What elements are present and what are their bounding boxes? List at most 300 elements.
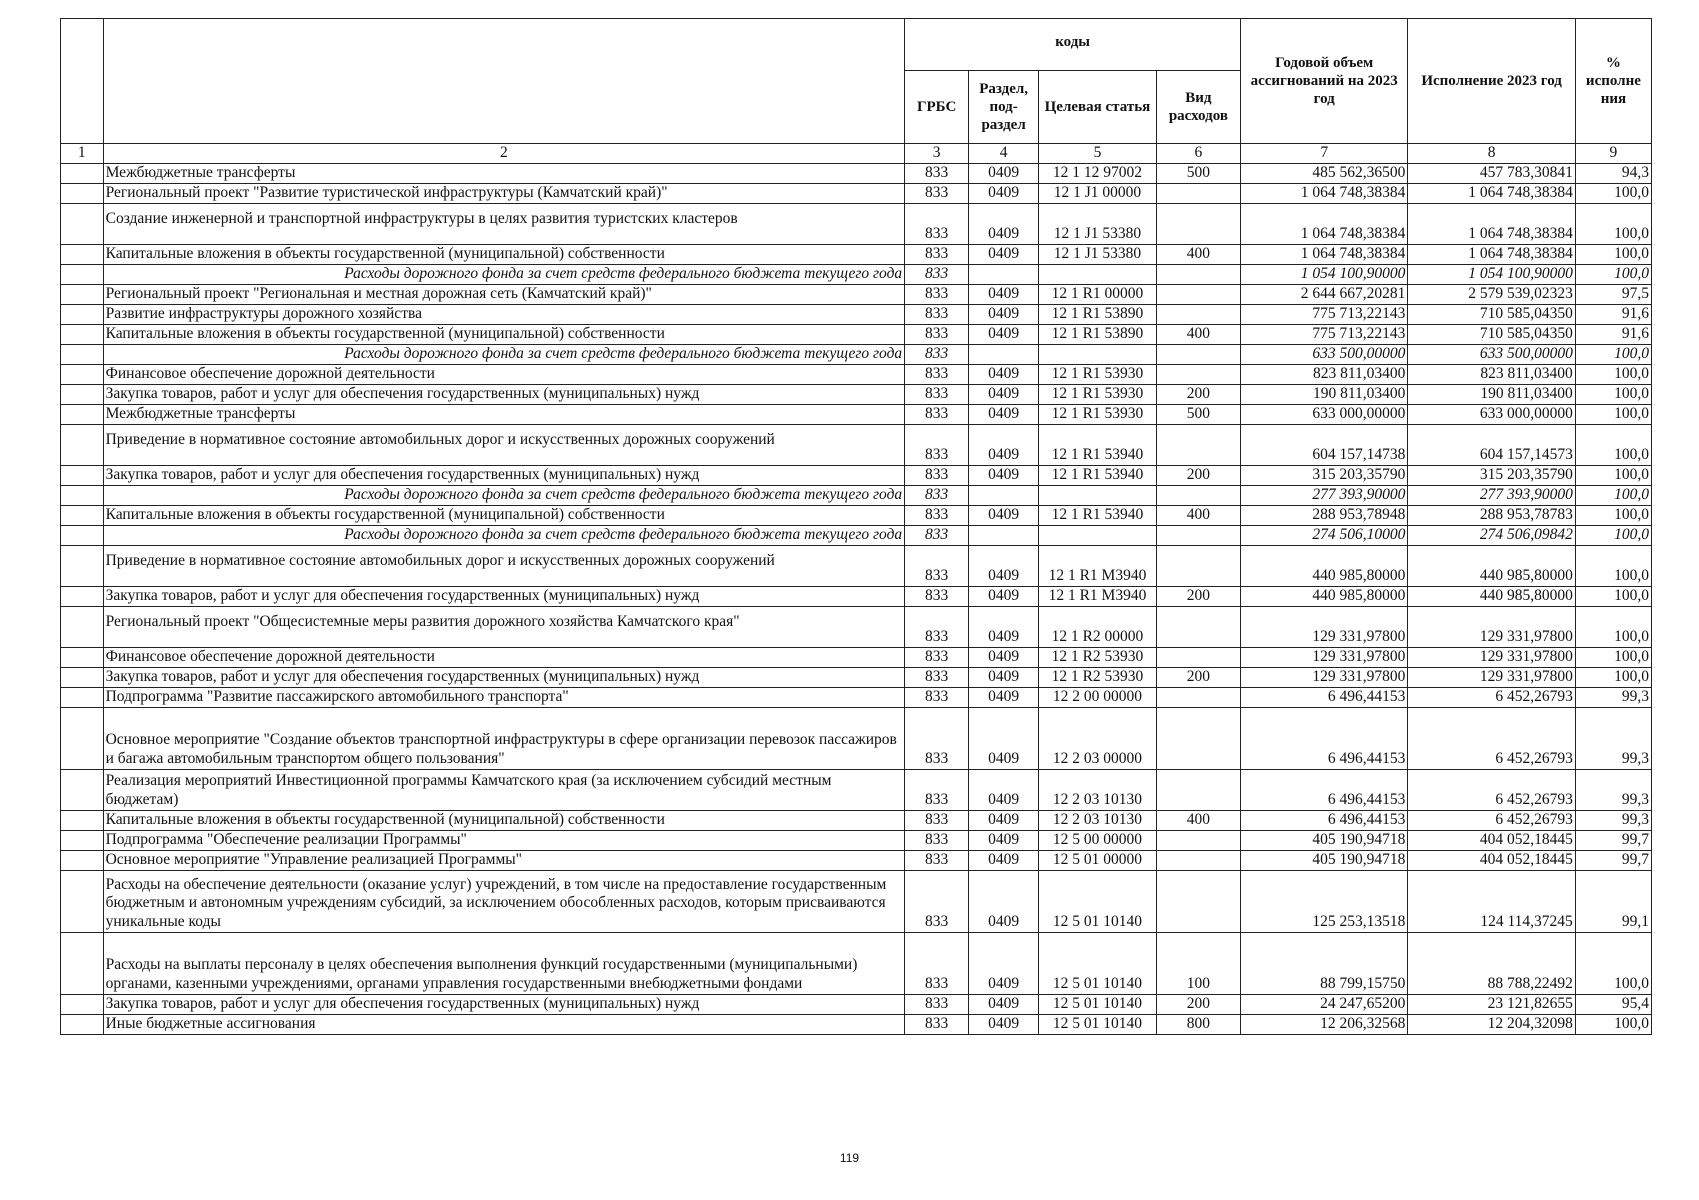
target-code: 12 1 R1 53930 (1039, 364, 1157, 384)
item-name: Приведение в нормативное состояние автомобильных дорог и искусственных дорожных сооружений (103, 545, 905, 586)
annual-amount: 125 253,13518 (1241, 870, 1408, 932)
section-code: 0409 (969, 203, 1039, 244)
section-code: 0409 (969, 244, 1039, 264)
expense-type-code (1156, 870, 1240, 932)
execution-percent: 97,5 (1575, 284, 1651, 304)
row-number-cell (61, 586, 104, 606)
execution-percent: 99,3 (1575, 810, 1651, 830)
item-name: Финансовое обеспечение дорожной деятельности (103, 647, 905, 667)
execution-amount: 710 585,04350 (1408, 304, 1575, 324)
target-code: 12 1 R1 M3940 (1039, 545, 1157, 586)
execution-percent: 99,1 (1575, 870, 1651, 932)
target-code: 12 1 R2 53930 (1039, 667, 1157, 687)
target-code (1039, 344, 1157, 364)
table-row (61, 324, 1652, 344)
target-code: 12 1 R2 53930 (1039, 647, 1157, 667)
expense-type-code: 200 (1156, 994, 1240, 1014)
execution-percent: 100,0 (1575, 384, 1651, 404)
section-code: 0409 (969, 932, 1039, 994)
grbs-code: 833 (905, 404, 969, 424)
item-name: Приведение в нормативное состояние автомобильных дорог и искусственных дорожных сооружений (103, 424, 905, 465)
section-code: 0409 (969, 304, 1039, 324)
target-code: 12 1 R1 53940 (1039, 424, 1157, 465)
row-number-cell (61, 932, 104, 994)
row-number-cell (61, 183, 104, 203)
table-row (61, 545, 1652, 586)
section-code: 0409 (969, 183, 1039, 203)
execution-percent: 100,0 (1575, 505, 1651, 525)
execution-amount: 823 811,03400 (1408, 364, 1575, 384)
item-name: Капитальные вложения в объекты государственной (муниципальной) собственности (103, 810, 905, 830)
execution-amount: 457 783,30841 (1408, 163, 1575, 183)
execution-percent: 100,0 (1575, 264, 1651, 284)
item-name: Закупка товаров, работ и услуг для обеспечения государственных (муниципальных) нужд (103, 994, 905, 1014)
expense-type-code: 200 (1156, 667, 1240, 687)
item-name: Реализация мероприятий Инвестиционной программы Камчатского края (за исключением субсидий местным бюджетам) (103, 769, 905, 810)
expense-type-code: 500 (1156, 163, 1240, 183)
item-name: Региональный проект "Развитие туристической инфраструктуры (Камчатский край)" (103, 183, 905, 203)
expense-type-code (1156, 304, 1240, 324)
execution-percent: 99,3 (1575, 687, 1651, 707)
annual-amount: 6 496,44153 (1241, 769, 1408, 810)
section-code: 0409 (969, 586, 1039, 606)
row-number-cell (61, 244, 104, 264)
expense-type-code: 400 (1156, 505, 1240, 525)
annual-amount: 129 331,97800 (1241, 667, 1408, 687)
budget-table (60, 18, 1652, 1035)
execution-percent: 100,0 (1575, 183, 1651, 203)
header-codes: коды (905, 19, 1241, 71)
target-code: 12 1 R1 53940 (1039, 505, 1157, 525)
execution-amount: 6 452,26793 (1408, 810, 1575, 830)
section-code (969, 264, 1039, 284)
expense-type-code (1156, 424, 1240, 465)
execution-percent: 100,0 (1575, 404, 1651, 424)
row-number-cell (61, 304, 104, 324)
section-code: 0409 (969, 830, 1039, 850)
row-number-cell (61, 505, 104, 525)
header-blank-col1 (61, 19, 104, 144)
table-row (61, 606, 1652, 647)
grbs-code: 833 (905, 364, 969, 384)
table-row (61, 932, 1652, 994)
row-number-cell (61, 404, 104, 424)
column-number: 4 (969, 144, 1039, 164)
execution-percent: 100,0 (1575, 667, 1651, 687)
header-expense-type: Вид расходов (1156, 71, 1240, 144)
row-number-cell (61, 707, 104, 769)
annual-amount: 6 496,44153 (1241, 687, 1408, 707)
execution-amount: 1 064 748,38384 (1408, 183, 1575, 203)
grbs-code: 833 (905, 203, 969, 244)
table-row (61, 525, 1652, 545)
target-code: 12 5 01 10140 (1039, 932, 1157, 994)
annual-amount: 775 713,22143 (1241, 324, 1408, 344)
execution-amount: 1 064 748,38384 (1408, 244, 1575, 264)
table-row (61, 870, 1652, 932)
row-number-cell (61, 525, 104, 545)
target-code: 12 1 12 97002 (1039, 163, 1157, 183)
grbs-code: 833 (905, 707, 969, 769)
grbs-code: 833 (905, 545, 969, 586)
section-code: 0409 (969, 870, 1039, 932)
expense-type-code (1156, 264, 1240, 284)
annual-amount: 129 331,97800 (1241, 647, 1408, 667)
table-row (61, 1014, 1652, 1034)
target-code: 12 5 01 00000 (1039, 850, 1157, 870)
section-code: 0409 (969, 364, 1039, 384)
target-code: 12 5 01 10140 (1039, 1014, 1157, 1034)
row-number-cell (61, 284, 104, 304)
target-code: 12 1 R1 M3940 (1039, 586, 1157, 606)
annual-amount: 88 799,15750 (1241, 932, 1408, 994)
grbs-code: 833 (905, 994, 969, 1014)
execution-percent: 100,0 (1575, 364, 1651, 384)
item-name: Расходы дорожного фонда за счет средств федерального бюджета текущего года (103, 485, 905, 505)
header-target: Целевая статья (1039, 71, 1157, 144)
grbs-code: 833 (905, 163, 969, 183)
execution-amount: 2 579 539,02323 (1408, 284, 1575, 304)
table-row (61, 850, 1652, 870)
item-name: Иные бюджетные ассигнования (103, 1014, 905, 1034)
expense-type-code (1156, 707, 1240, 769)
execution-percent: 91,6 (1575, 324, 1651, 344)
execution-amount: 710 585,04350 (1408, 324, 1575, 344)
expense-type-code (1156, 525, 1240, 545)
expense-type-code (1156, 687, 1240, 707)
item-name: Закупка товаров, работ и услуг для обеспечения государственных (муниципальных) нужд (103, 667, 905, 687)
annual-amount: 775 713,22143 (1241, 304, 1408, 324)
grbs-code: 833 (905, 525, 969, 545)
item-name: Закупка товаров, работ и услуг для обеспечения государственных (муниципальных) нужд (103, 465, 905, 485)
item-name: Подпрограмма "Обеспечение реализации Программы" (103, 830, 905, 850)
row-number-cell (61, 545, 104, 586)
execution-amount: 6 452,26793 (1408, 707, 1575, 769)
grbs-code: 833 (905, 1014, 969, 1034)
annual-amount: 823 811,03400 (1241, 364, 1408, 384)
annual-amount: 1 054 100,90000 (1241, 264, 1408, 284)
item-name: Межбюджетные трансферты (103, 163, 905, 183)
execution-percent: 100,0 (1575, 424, 1651, 465)
item-name: Расходы дорожного фонда за счет средств федерального бюджета текущего года (103, 264, 905, 284)
execution-percent: 100,0 (1575, 932, 1651, 994)
section-code: 0409 (969, 707, 1039, 769)
item-name: Капитальные вложения в объекты государственной (муниципальной) собственности (103, 505, 905, 525)
execution-percent: 100,0 (1575, 606, 1651, 647)
target-code: 12 1 J1 53380 (1039, 244, 1157, 264)
grbs-code: 833 (905, 687, 969, 707)
annual-amount: 633 500,00000 (1241, 344, 1408, 364)
section-code: 0409 (969, 994, 1039, 1014)
execution-amount: 129 331,97800 (1408, 647, 1575, 667)
expense-type-code: 200 (1156, 384, 1240, 404)
execution-amount: 190 811,03400 (1408, 384, 1575, 404)
header-grbs: ГРБС (905, 71, 969, 144)
target-code: 12 2 03 10130 (1039, 769, 1157, 810)
grbs-code: 833 (905, 932, 969, 994)
expense-type-code (1156, 850, 1240, 870)
column-number-row (61, 144, 1652, 164)
annual-amount: 12 206,32568 (1241, 1014, 1408, 1034)
column-number: 8 (1408, 144, 1575, 164)
execution-amount: 6 452,26793 (1408, 687, 1575, 707)
table-row (61, 183, 1652, 203)
annual-amount: 274 506,10000 (1241, 525, 1408, 545)
table-row (61, 264, 1652, 284)
execution-percent: 100,0 (1575, 344, 1651, 364)
grbs-code: 833 (905, 485, 969, 505)
column-number: 1 (61, 144, 104, 164)
expense-type-code (1156, 364, 1240, 384)
grbs-code: 833 (905, 606, 969, 647)
table-row (61, 687, 1652, 707)
execution-percent: 100,0 (1575, 1014, 1651, 1034)
execution-amount: 12 204,32098 (1408, 1014, 1575, 1034)
annual-amount: 604 157,14738 (1241, 424, 1408, 465)
row-number-cell (61, 870, 104, 932)
target-code: 12 1 J1 00000 (1039, 183, 1157, 203)
section-code: 0409 (969, 545, 1039, 586)
execution-percent: 100,0 (1575, 525, 1651, 545)
target-code: 12 2 03 00000 (1039, 707, 1157, 769)
item-name: Подпрограмма "Развитие пассажирского автомобильного транспорта" (103, 687, 905, 707)
target-code (1039, 525, 1157, 545)
table-row (61, 404, 1652, 424)
grbs-code: 833 (905, 424, 969, 465)
row-number-cell (61, 850, 104, 870)
execution-amount: 315 203,35790 (1408, 465, 1575, 485)
table-row (61, 994, 1652, 1014)
execution-amount: 129 331,97800 (1408, 606, 1575, 647)
table-row (61, 424, 1652, 465)
column-number: 2 (103, 144, 905, 164)
execution-percent: 100,0 (1575, 203, 1651, 244)
section-code: 0409 (969, 667, 1039, 687)
row-number-cell (61, 465, 104, 485)
grbs-code: 833 (905, 850, 969, 870)
header-annual: Годовой объем ассигнований на 2023 год (1241, 19, 1408, 144)
section-code: 0409 (969, 647, 1039, 667)
grbs-code: 833 (905, 183, 969, 203)
grbs-code: 833 (905, 586, 969, 606)
grbs-code: 833 (905, 769, 969, 810)
item-name: Капитальные вложения в объекты государственной (муниципальной) собственности (103, 324, 905, 344)
execution-percent: 100,0 (1575, 586, 1651, 606)
column-number: 5 (1039, 144, 1157, 164)
header-percent: % исполне ния (1575, 19, 1651, 144)
table-row (61, 364, 1652, 384)
target-code: 12 5 01 10140 (1039, 994, 1157, 1014)
execution-amount: 440 985,80000 (1408, 586, 1575, 606)
expense-type-code: 100 (1156, 932, 1240, 994)
header-execution: Исполнение 2023 год (1408, 19, 1575, 144)
target-code: 12 2 03 10130 (1039, 810, 1157, 830)
target-code: 12 1 R1 53890 (1039, 304, 1157, 324)
table-row (61, 810, 1652, 830)
execution-percent: 100,0 (1575, 647, 1651, 667)
grbs-code: 833 (905, 344, 969, 364)
expense-type-code (1156, 647, 1240, 667)
item-name: Создание инженерной и транспортной инфраструктуры в целях развития туристских кластеров (103, 203, 905, 244)
row-number-cell (61, 994, 104, 1014)
annual-amount: 190 811,03400 (1241, 384, 1408, 404)
grbs-code: 833 (905, 830, 969, 850)
section-code: 0409 (969, 505, 1039, 525)
annual-amount: 485 562,36500 (1241, 163, 1408, 183)
item-name: Региональный проект "Общесистемные меры развития дорожного хозяйства Камчатского края" (103, 606, 905, 647)
section-code: 0409 (969, 284, 1039, 304)
header-blank-col2 (103, 19, 905, 144)
annual-amount: 1 064 748,38384 (1241, 244, 1408, 264)
section-code: 0409 (969, 465, 1039, 485)
table-row (61, 647, 1652, 667)
row-number-cell (61, 364, 104, 384)
target-code: 12 5 00 00000 (1039, 830, 1157, 850)
grbs-code: 833 (905, 465, 969, 485)
row-number-cell (61, 203, 104, 244)
item-name: Развитие инфраструктуры дорожного хозяйства (103, 304, 905, 324)
grbs-code: 833 (905, 384, 969, 404)
section-code (969, 344, 1039, 364)
column-number: 9 (1575, 144, 1651, 164)
grbs-code: 833 (905, 284, 969, 304)
execution-amount: 23 121,82655 (1408, 994, 1575, 1014)
table-row (61, 707, 1652, 769)
expense-type-code: 500 (1156, 404, 1240, 424)
annual-amount: 633 000,00000 (1241, 404, 1408, 424)
execution-percent: 99,3 (1575, 769, 1651, 810)
expense-type-code (1156, 769, 1240, 810)
table-row (61, 384, 1652, 404)
section-code: 0409 (969, 810, 1039, 830)
execution-amount: 604 157,14573 (1408, 424, 1575, 465)
row-number-cell (61, 810, 104, 830)
table-row (61, 505, 1652, 525)
target-code: 12 5 01 10140 (1039, 870, 1157, 932)
execution-percent: 100,0 (1575, 465, 1651, 485)
row-number-cell (61, 324, 104, 344)
annual-amount: 405 190,94718 (1241, 830, 1408, 850)
item-name: Закупка товаров, работ и услуг для обеспечения государственных (муниципальных) нужд (103, 384, 905, 404)
row-number-cell (61, 384, 104, 404)
execution-amount: 274 506,09842 (1408, 525, 1575, 545)
expense-type-code (1156, 284, 1240, 304)
execution-percent: 99,7 (1575, 850, 1651, 870)
expense-type-code: 400 (1156, 244, 1240, 264)
item-name: Расходы на выплаты персоналу в целях обеспечения выполнения функций государственными (муниципальными) органами, казенными учреждениями, органами управления государственными внебюджетными фондами (103, 932, 905, 994)
grbs-code: 833 (905, 505, 969, 525)
item-name: Расходы на обеспечение деятельности (оказание услуг) учреждений, в том числе на предоставление государственным бюджетным и автономным учреждениям субсидий, за исключением обособленных расходов, которым присваиваются уникальные коды (103, 870, 905, 932)
execution-percent: 100,0 (1575, 244, 1651, 264)
annual-amount: 440 985,80000 (1241, 586, 1408, 606)
annual-amount: 2 644 667,20281 (1241, 284, 1408, 304)
grbs-code: 833 (905, 304, 969, 324)
execution-percent: 100,0 (1575, 485, 1651, 505)
table-row (61, 244, 1652, 264)
page-number: 119 (839, 1151, 860, 1165)
table-row (61, 465, 1652, 485)
execution-amount: 1 054 100,90000 (1408, 264, 1575, 284)
row-number-cell (61, 667, 104, 687)
execution-amount: 440 985,80000 (1408, 545, 1575, 586)
section-code: 0409 (969, 424, 1039, 465)
target-code (1039, 485, 1157, 505)
item-name: Капитальные вложения в объекты государственной (муниципальной) собственности (103, 244, 905, 264)
table-row (61, 284, 1652, 304)
expense-type-code: 200 (1156, 465, 1240, 485)
section-code (969, 525, 1039, 545)
execution-amount: 6 452,26793 (1408, 769, 1575, 810)
grbs-code: 833 (905, 810, 969, 830)
execution-amount: 129 331,97800 (1408, 667, 1575, 687)
item-name: Региональный проект "Региональная и местная дорожная сеть (Камчатский край)" (103, 284, 905, 304)
row-number-cell (61, 264, 104, 284)
table-body (61, 163, 1652, 1034)
row-number-cell (61, 687, 104, 707)
grbs-code: 833 (905, 324, 969, 344)
target-code: 12 1 J1 53380 (1039, 203, 1157, 244)
target-code: 12 1 R1 53930 (1039, 404, 1157, 424)
column-number: 3 (905, 144, 969, 164)
item-name: Расходы дорожного фонда за счет средств федерального бюджета текущего года (103, 344, 905, 364)
annual-amount: 1 064 748,38384 (1241, 203, 1408, 244)
table-row (61, 203, 1652, 244)
expense-type-code (1156, 344, 1240, 364)
expense-type-code (1156, 830, 1240, 850)
annual-amount: 24 247,65200 (1241, 994, 1408, 1014)
row-number-cell (61, 1014, 104, 1034)
expense-type-code: 400 (1156, 324, 1240, 344)
section-code: 0409 (969, 324, 1039, 344)
target-code: 12 1 R2 00000 (1039, 606, 1157, 647)
row-number-cell (61, 647, 104, 667)
table-row (61, 163, 1652, 183)
expense-type-code: 400 (1156, 810, 1240, 830)
table-row (61, 667, 1652, 687)
execution-amount: 88 788,22492 (1408, 932, 1575, 994)
execution-percent: 94,3 (1575, 163, 1651, 183)
target-code: 12 1 R1 53940 (1039, 465, 1157, 485)
item-name: Финансовое обеспечение дорожной деятельности (103, 364, 905, 384)
target-code: 12 1 R1 53890 (1039, 324, 1157, 344)
expense-type-code: 200 (1156, 586, 1240, 606)
execution-percent: 99,3 (1575, 707, 1651, 769)
expense-type-code (1156, 545, 1240, 586)
annual-amount: 288 953,78948 (1241, 505, 1408, 525)
section-code: 0409 (969, 606, 1039, 647)
execution-amount: 633 000,00000 (1408, 404, 1575, 424)
execution-percent: 95,4 (1575, 994, 1651, 1014)
section-code: 0409 (969, 687, 1039, 707)
row-number-cell (61, 485, 104, 505)
section-code: 0409 (969, 769, 1039, 810)
section-code: 0409 (969, 404, 1039, 424)
annual-amount: 6 496,44153 (1241, 707, 1408, 769)
execution-percent: 99,7 (1575, 830, 1651, 850)
execution-amount: 633 500,00000 (1408, 344, 1575, 364)
grbs-code: 833 (905, 264, 969, 284)
annual-amount: 129 331,97800 (1241, 606, 1408, 647)
table-row (61, 485, 1652, 505)
section-code (969, 485, 1039, 505)
section-code: 0409 (969, 163, 1039, 183)
section-code: 0409 (969, 850, 1039, 870)
target-code (1039, 264, 1157, 284)
section-code: 0409 (969, 1014, 1039, 1034)
annual-amount: 440 985,80000 (1241, 545, 1408, 586)
execution-amount: 1 064 748,38384 (1408, 203, 1575, 244)
row-number-cell (61, 344, 104, 364)
